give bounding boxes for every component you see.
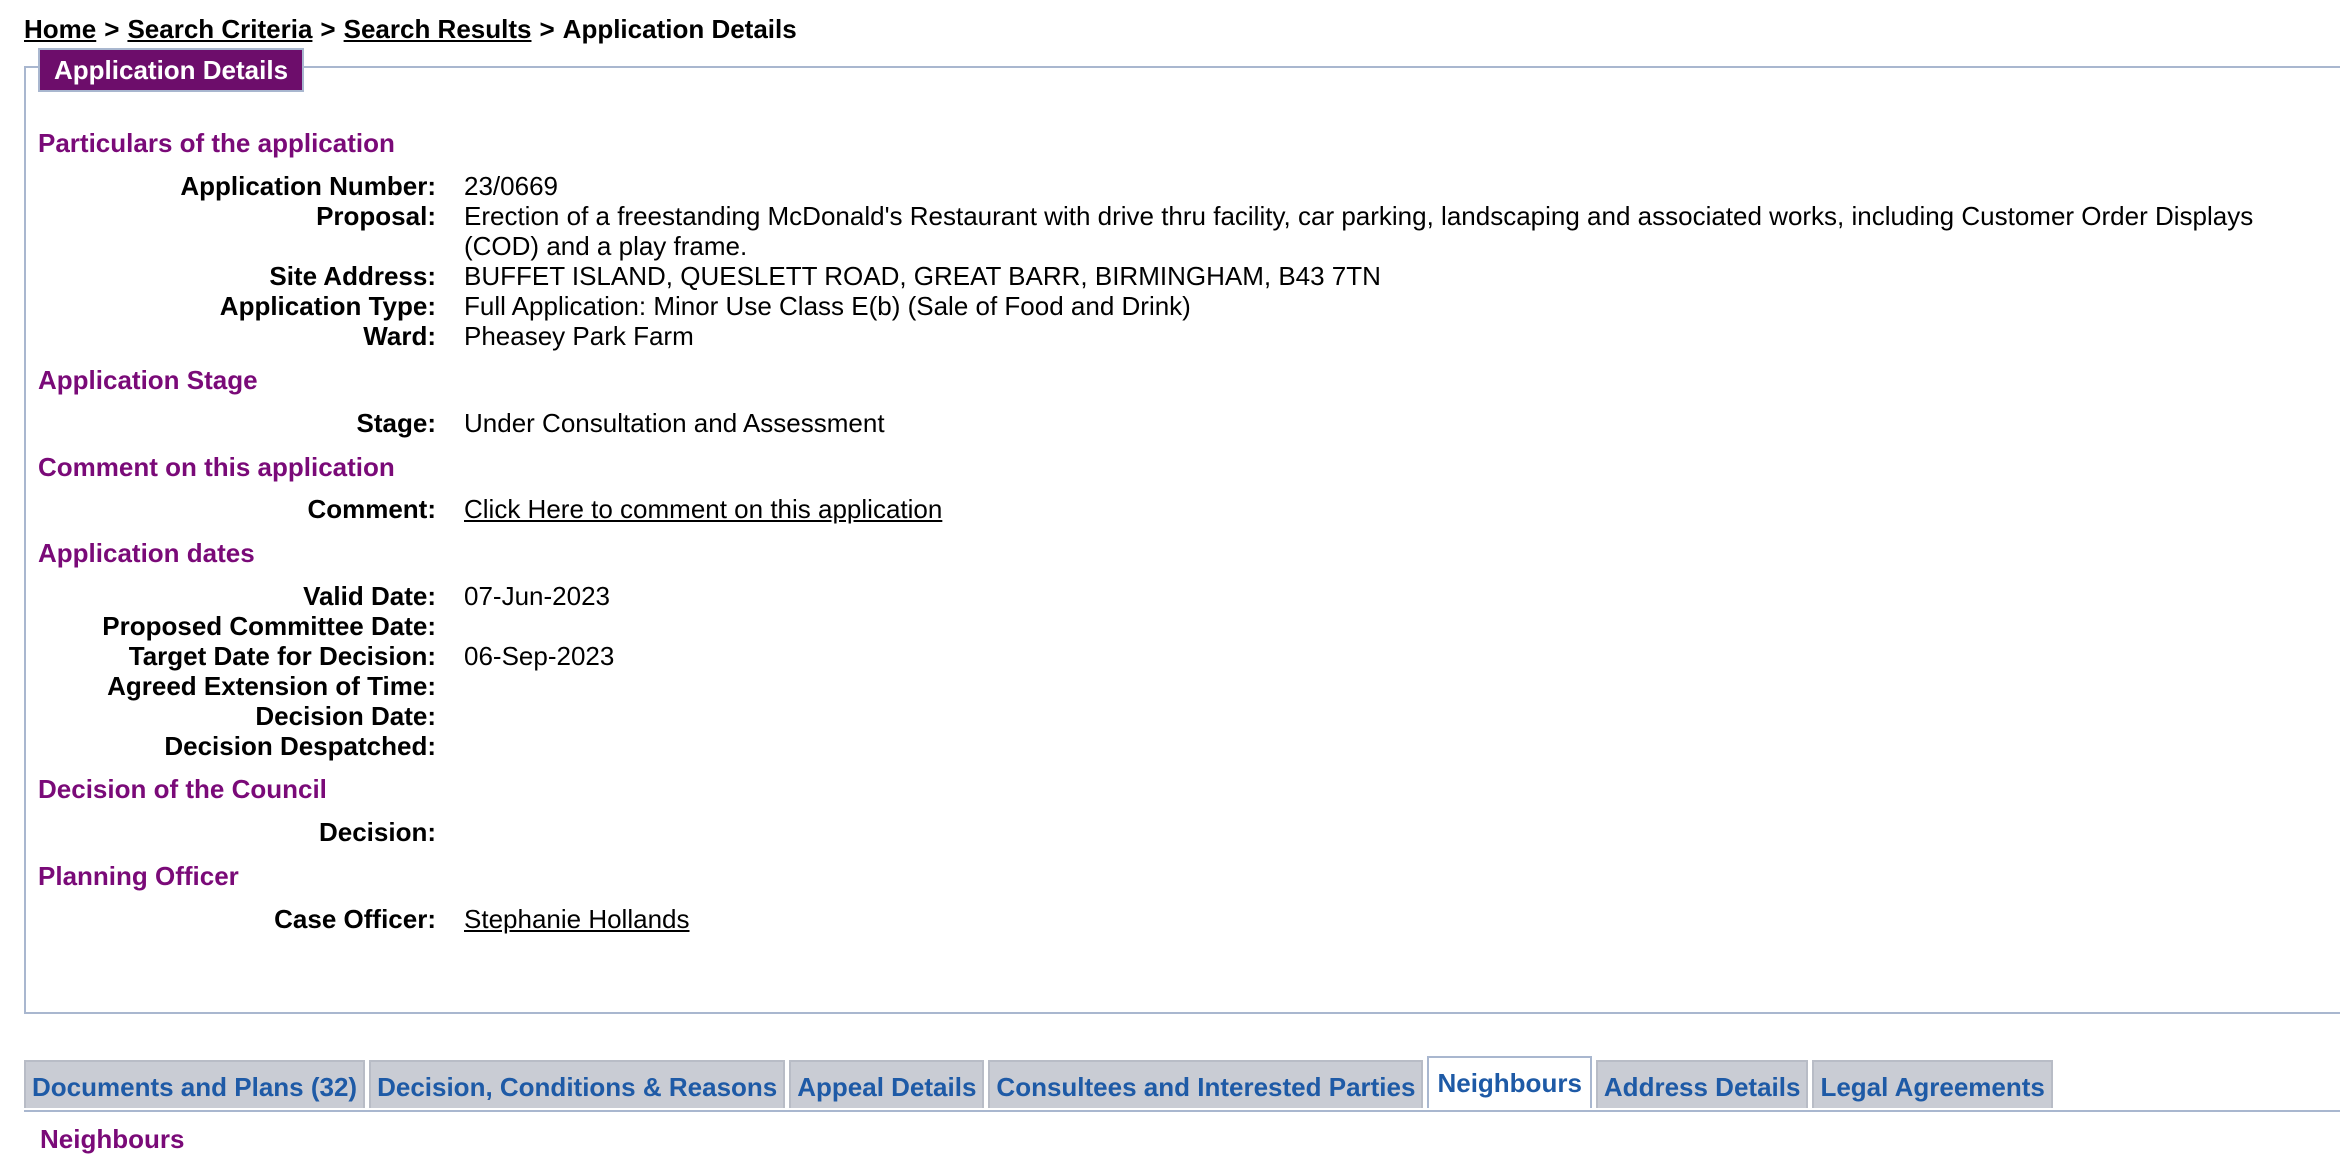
decision-date-label: Decision Date: [255, 701, 436, 731]
proposal-label: Proposal: [316, 201, 436, 231]
application-number-value: 23/0669 [464, 171, 558, 201]
valid-date-label: Valid Date: [303, 581, 436, 611]
application-type-value: Full Application: Minor Use Class E(b) (Sale of Food and Drink) [464, 291, 1191, 321]
case-officer-value [464, 904, 2264, 934]
site-address-label: Site Address: [269, 261, 436, 291]
breadcrumb-separator: > [104, 14, 120, 44]
section-title-officer: Planning Officer [38, 861, 239, 891]
breadcrumb-separator: > [320, 14, 336, 44]
tab-address-details[interactable]: Address Details [1596, 1060, 1809, 1108]
proposed-committee-date-label: Proposed Committee Date: [102, 611, 436, 641]
tab-decision-conditions-reasons[interactable]: Decision, Conditions & Reasons [369, 1060, 785, 1108]
site-address-value: BUFFET ISLAND, QUESLETT ROAD, GREAT BARR, BIRMINGHAM, B43 7TN [464, 261, 1381, 291]
application-type-label: Application Type: [219, 291, 436, 321]
proposal-value: Erection of a freestanding McDonald's Restaurant with drive thru facility, car parking, landscaping and associated works, including Customer Order Displays (COD) and a play frame. [464, 201, 2254, 261]
section-title-dates: Application dates [38, 538, 255, 568]
application-number-label: Application Number: [180, 171, 436, 201]
tab-documents-and-plans[interactable]: Documents and Plans (32) [24, 1060, 365, 1108]
tab-neighbours[interactable]: Neighbours [1427, 1056, 1591, 1108]
comment-label: Comment: [307, 494, 436, 524]
section-title-particulars: Particulars of the application [38, 128, 395, 158]
breadcrumb [24, 14, 797, 45]
ward-label: Ward: [363, 321, 436, 351]
breadcrumb-search-criteria-link[interactable]: Search Criteria [127, 14, 313, 44]
tab-bar [24, 1060, 2053, 1110]
tab-appeal-details[interactable]: Appeal Details [789, 1060, 984, 1108]
case-officer-link[interactable]: Stephanie Hollands [464, 904, 690, 934]
breadcrumb-home-link[interactable]: Home [24, 14, 97, 44]
breadcrumb-separator: > [539, 14, 555, 44]
breadcrumb-search-results-link[interactable]: Search Results [343, 14, 532, 44]
tab-bar-rule [24, 1110, 2340, 1112]
ward-value: Pheasey Park Farm [464, 321, 694, 351]
stage-value: Under Consultation and Assessment [464, 408, 885, 438]
case-officer-label: Case Officer: [274, 904, 436, 934]
comment-link[interactable]: Click Here to comment on this application [464, 494, 943, 524]
agreed-extension-label: Agreed Extension of Time: [107, 671, 436, 701]
decision-label: Decision: [318, 817, 436, 847]
tab-panel-title: Neighbours [40, 1124, 185, 1154]
section-title-comment: Comment on this application [38, 452, 395, 482]
section-title-stage: Application Stage [38, 365, 258, 395]
panel-legend: Application Details [38, 48, 304, 92]
breadcrumb-current: Application Details [562, 14, 797, 44]
valid-date-value: 07-Jun-2023 [464, 581, 610, 611]
decision-despatched-label: Decision Despatched: [164, 731, 436, 761]
target-date-label: Target Date for Decision: [128, 641, 436, 671]
comment-value [464, 494, 2264, 524]
tab-consultees[interactable]: Consultees and Interested Parties [988, 1060, 1423, 1108]
tab-legal-agreements[interactable]: Legal Agreements [1812, 1060, 2052, 1108]
stage-label: Stage: [356, 408, 436, 438]
target-date-value: 06-Sep-2023 [464, 641, 615, 671]
section-title-decision: Decision of the Council [38, 774, 327, 804]
